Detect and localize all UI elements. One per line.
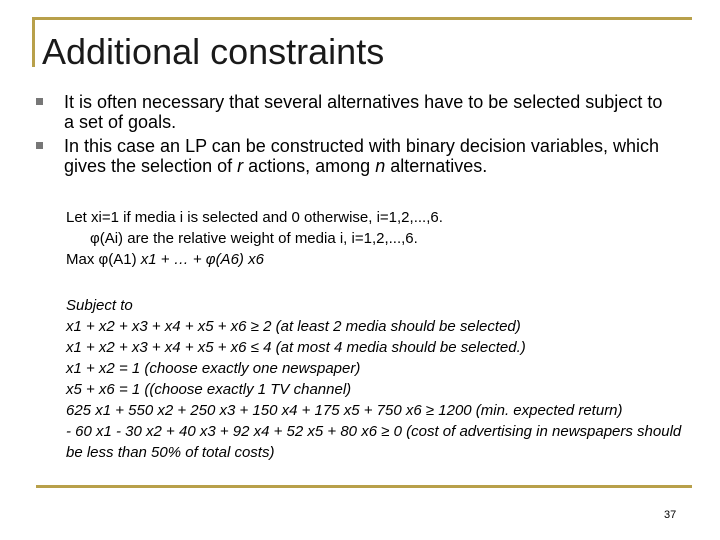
bullet-text: It is often necessary that several alternatives have to be selected subject to a set of goals.: [64, 92, 663, 132]
constraint-line: x5 + x6 = 1 ((choose exactly 1 TV channel): [66, 381, 352, 398]
slide-title: Additional constraints: [42, 31, 385, 72]
cost-constraint: - 60 x1 - 30 x2 + 40 x3 + 92 x4 + 52 x5 + 80 x6 ≥ 0 (cost of advertising in newspapers should be less than 50% of total costs): [66, 423, 682, 461]
bullet-list: [36, 92, 676, 180]
constraints-block: [66, 295, 686, 463]
definitions-block: [66, 207, 443, 270]
return-constraint: 625 x1 + 550 x2 + 250 x3 + 150 x4 + 175 x5 + 750 x6 ≥ 1200 (min. expected return): [66, 402, 623, 419]
constraint-line: x1 + x2 + x3 + x4 + x5 + x6 ≥ 2 (at least 2 media should be selected): [66, 318, 521, 335]
square-bullet-icon: [36, 142, 43, 149]
bullet-item-goals: [36, 92, 676, 132]
objective-text: Max φ(A1): [66, 251, 141, 268]
bullet-text-part: alternatives.: [385, 156, 488, 176]
variable-n: n: [375, 156, 386, 176]
constraints-heading: Subject to: [66, 297, 133, 314]
variable-r: r: [237, 156, 244, 176]
definition-line: Let xi=1 if media i is selected and 0 otherwise, i=1,2,...,6.: [66, 209, 443, 226]
constraint-line: x1 + x2 = 1 (choose exactly one newspaper): [66, 360, 361, 377]
bullet-text-part: actions, among: [243, 156, 376, 176]
square-bullet-icon: [36, 98, 43, 105]
definition-line: φ(Ai) are the relative weight of media i, i=1,2,...,6.: [90, 230, 418, 247]
constraint-line: x1 + x2 + x3 + x4 + x5 + x6 ≤ 4 (at most 4 media should be selected.): [66, 339, 526, 356]
footer-rule: [36, 485, 692, 488]
title-frame-top-line: [32, 17, 692, 20]
objective-line: [66, 249, 443, 270]
title-frame-left-line: [32, 17, 35, 67]
bullet-item-binary-lp: [36, 136, 676, 176]
bullet-text-part: In this case an LP can be constructed with binary decision variables, which gives the selection of: [64, 136, 659, 176]
page-number: 37: [664, 509, 677, 521]
objective-text-italic: x1 + … + φ(A6) x6: [140, 251, 264, 268]
